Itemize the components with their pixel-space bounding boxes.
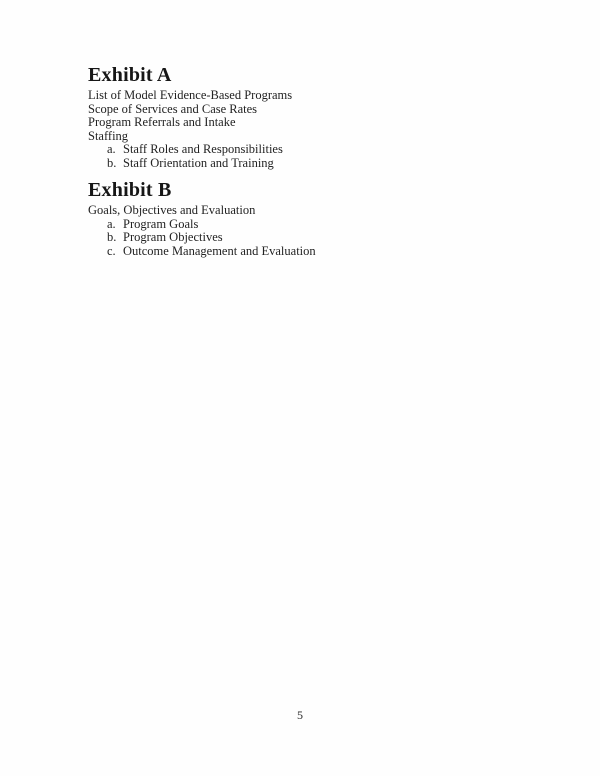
page-number: 5 (297, 708, 303, 722)
list-item (88, 143, 544, 157)
list-item (88, 157, 544, 171)
body-line: Scope of Services and Case Rates (88, 101, 258, 116)
body-line: Goals, Objectives and Evaluation (88, 203, 256, 217)
list-item-letter: b. (107, 230, 117, 244)
list-item (88, 231, 544, 245)
body-line: List of Model Evidence-Based Programs (88, 88, 293, 102)
list-item (88, 218, 544, 232)
body-line: Staffing (88, 128, 129, 143)
list-item (88, 245, 544, 259)
section-heading: Exhibit B (88, 179, 172, 201)
list-item-text: Staff Orientation and Training (123, 155, 274, 170)
list-item-letter: a. (107, 142, 116, 156)
list-item-text: Staff Roles and Responsibilities (123, 142, 283, 156)
list-item-text: Program Goals (123, 216, 199, 231)
section-heading: Exhibit A (88, 64, 172, 86)
body-line: Program Referrals and Intake (88, 115, 236, 129)
list-item-text: Outcome Management and Evaluation (123, 243, 316, 258)
page-content (88, 64, 544, 258)
list-item-letter: b. (107, 155, 117, 170)
section-exhibit-b (88, 179, 544, 258)
list-item-text: Program Objectives (123, 230, 223, 244)
list-item-letter: a. (107, 216, 116, 231)
list-item-letter: c. (107, 243, 116, 258)
section-exhibit-a (88, 64, 544, 170)
